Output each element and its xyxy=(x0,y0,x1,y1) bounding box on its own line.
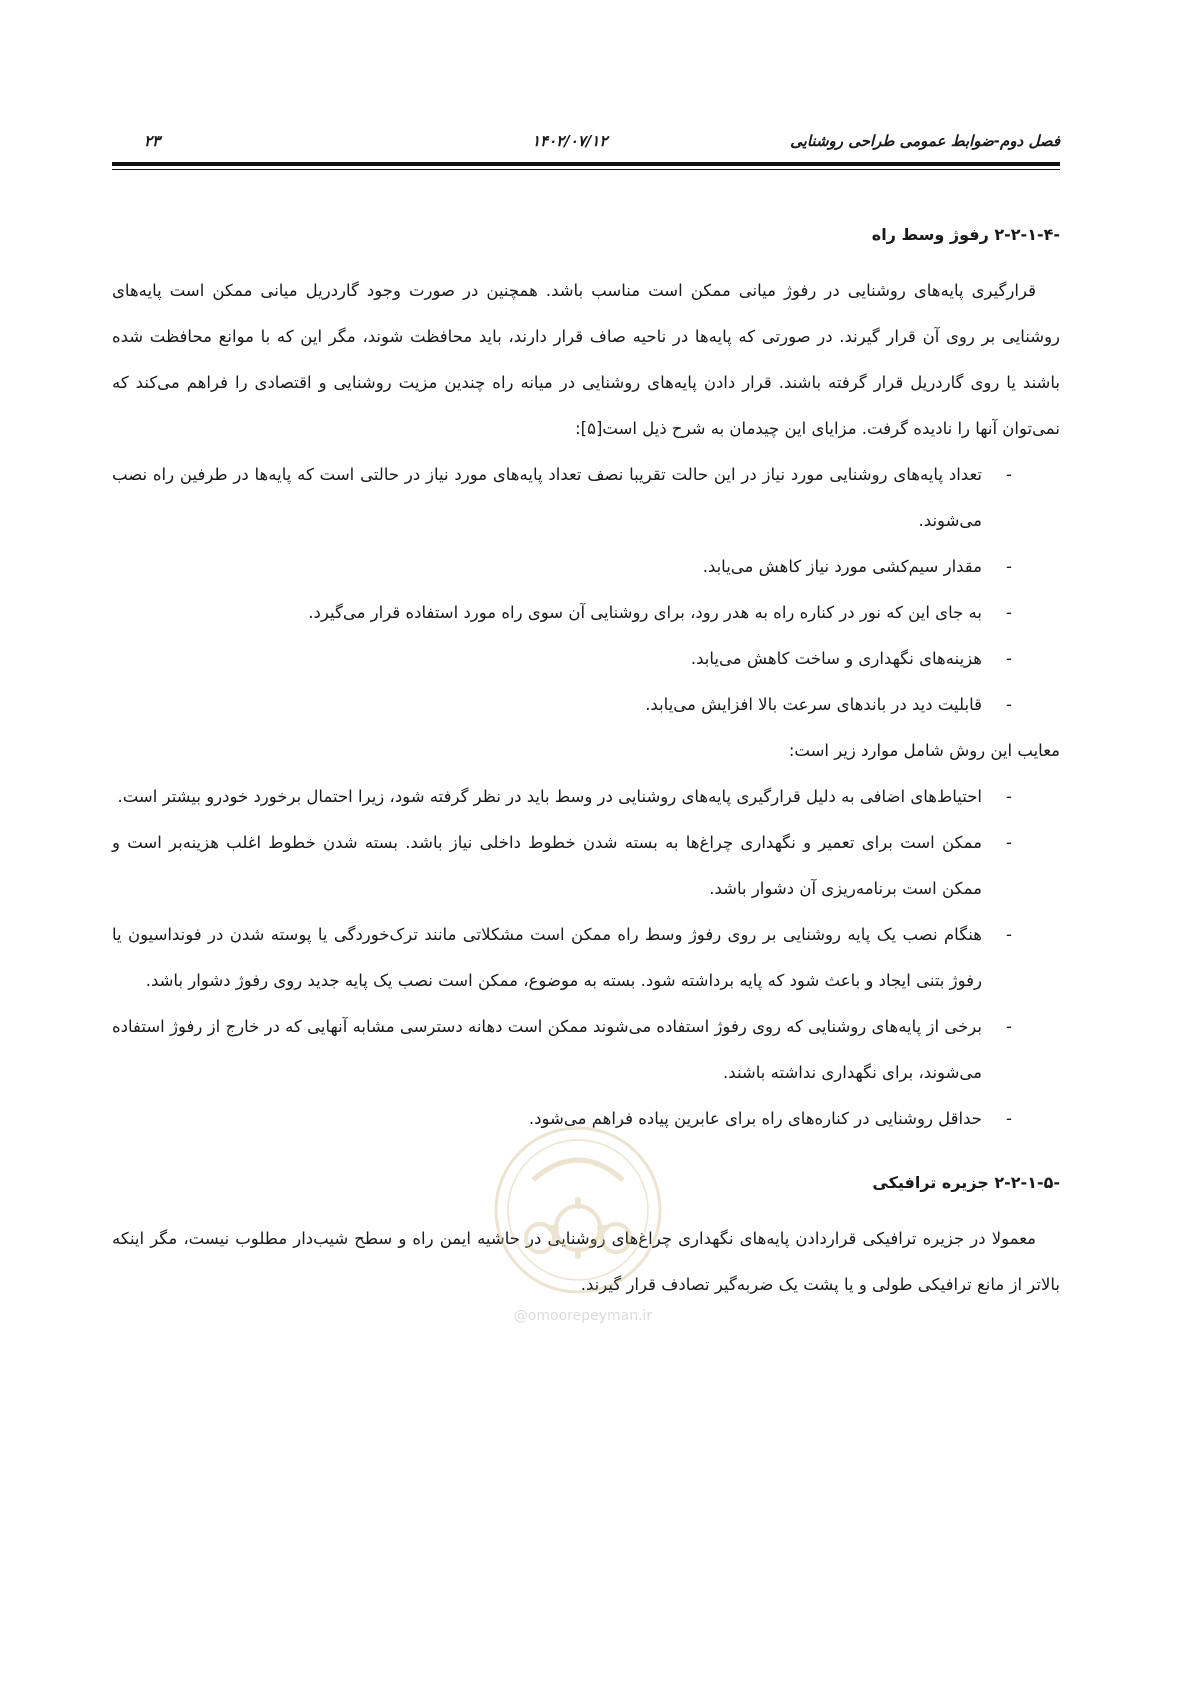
intro-paragraph: قرارگیری پایه‌های روشنایی در رفوژ میانی ممکن است مناسب باشد. همچنین در صورت وجود گاردریل میانی ممکن است پایه‌های روشنایی بر روی آن قرار گیرند. در صورتی که پایه‌ها در ناحیه صاف قرار دارند، باید محافظت شوند، مگر این که با موانع محافظت شده باشند یا روی گاردریل قرار گرفته باشند. قرار دادن پایه‌های روشنایی در میانه راه چندین مزیت روشنایی و اقتصادی را فراهم می‌کند که نمی‌توان آنها را نادیده گرفت. مزایای این چیدمان به شرح ذیل است[۵]: xyxy=(112,281,1060,438)
section-number: ۲-۲-۱-۴- xyxy=(994,225,1060,244)
traffic-island-paragraph: معمولا در جزیره ترافیکی قراردادن پایه‌های نگهداری چراغ‌های روشنایی در حاشیه ایمن راه و سطح شیب‌دار مطلوب نیست، مگر اینکه بالاتر از مانع ترافیکی طولی و یا پشت یک ضربه‌گیر تصادف قرار گیرند. xyxy=(112,1229,1060,1294)
list-item: - به جای این که نور در کناره راه به هدر رود، برای روشنایی آن سوی راه مورد استفاده قرار می‌گیرد. xyxy=(112,590,1060,636)
section-title: رفوژ وسط راه xyxy=(871,225,989,244)
list-item: - ممکن است برای تعمیر و نگهداری چراغ‌ها به بسته شدن خطوط داخلی نیاز باشد. بسته شدن خطوط اغلب هزینه‌بر است و ممکن است برنامه‌ریزی آن دشوار باشد. xyxy=(112,820,1060,912)
list-item: - مقدار سیم‌کشی مورد نیاز کاهش می‌یابد. xyxy=(112,544,1060,590)
list-item: - احتیاط‌های اضافی به دلیل قرارگیری پایه‌های روشنایی در وسط باید در نظر گرفته شود، زیرا احتمال برخورد خودرو بیشتر است. xyxy=(112,774,1060,820)
header-rule-thick xyxy=(112,162,1060,166)
list-item: - قابلیت دید در باندهای سرعت بالا افزایش می‌یابد. xyxy=(112,682,1060,728)
list-item: - برخی از پایه‌های روشنایی که روی رفوژ استفاده می‌شوند ممکن است دهانه دسترسی مشابه آنهایی که در خارج از رفوژ استفاده می‌شوند، برای نگهداری نداشته باشند. xyxy=(112,1004,1060,1096)
watermark-url: @omoorepeyman.ir xyxy=(513,1308,653,1324)
list-item: - حداقل روشنایی در کناره‌های راه برای عابرین پیاده فراهم می‌شود. xyxy=(112,1096,1060,1142)
section-title: جزیره ترافیکی xyxy=(872,1173,989,1192)
list-item: - هزینه‌های نگهداری و ساخت کاهش می‌یابد. xyxy=(112,636,1060,682)
page-content xyxy=(112,212,1060,1308)
list-item: - تعداد پایه‌های روشنایی مورد نیاز در این حالت تقریبا نصف تعداد پایه‌های مورد نیاز در حالتی است که پایه‌ها در طرفین راه نصب می‌شوند. xyxy=(112,452,1060,544)
disadvantages-intro: معایب این روش شامل موارد زیر است: xyxy=(788,741,1060,760)
advantages-list xyxy=(112,452,1060,728)
section-heading-traffic-island xyxy=(112,1160,1060,1206)
section-heading-median xyxy=(112,212,1060,258)
chapter-title: فصل دوم-ضوابط عمومی طراحی روشنایی xyxy=(790,132,1060,150)
header-rule-thin xyxy=(112,169,1060,170)
header-date: ۱۴۰۲/۰۷/۱۲ xyxy=(532,132,608,150)
disadvantages-list xyxy=(112,774,1060,1142)
section-number: ۲-۲-۱-۵- xyxy=(994,1173,1060,1192)
page-number: ۲۳ xyxy=(144,132,161,150)
list-item: - هنگام نصب یک پایه روشنایی بر روی رفوژ وسط راه ممکن است مشکلاتی مانند ترک‌خوردگی یا پوسته شدن در فونداسیون یا رفوژ بتنی ایجاد و باعث شود که پایه برداشته شود. بسته به موضوع، ممکن است نصب یک پایه جدید روی رفوژ دشوار باشد. xyxy=(112,912,1060,1004)
